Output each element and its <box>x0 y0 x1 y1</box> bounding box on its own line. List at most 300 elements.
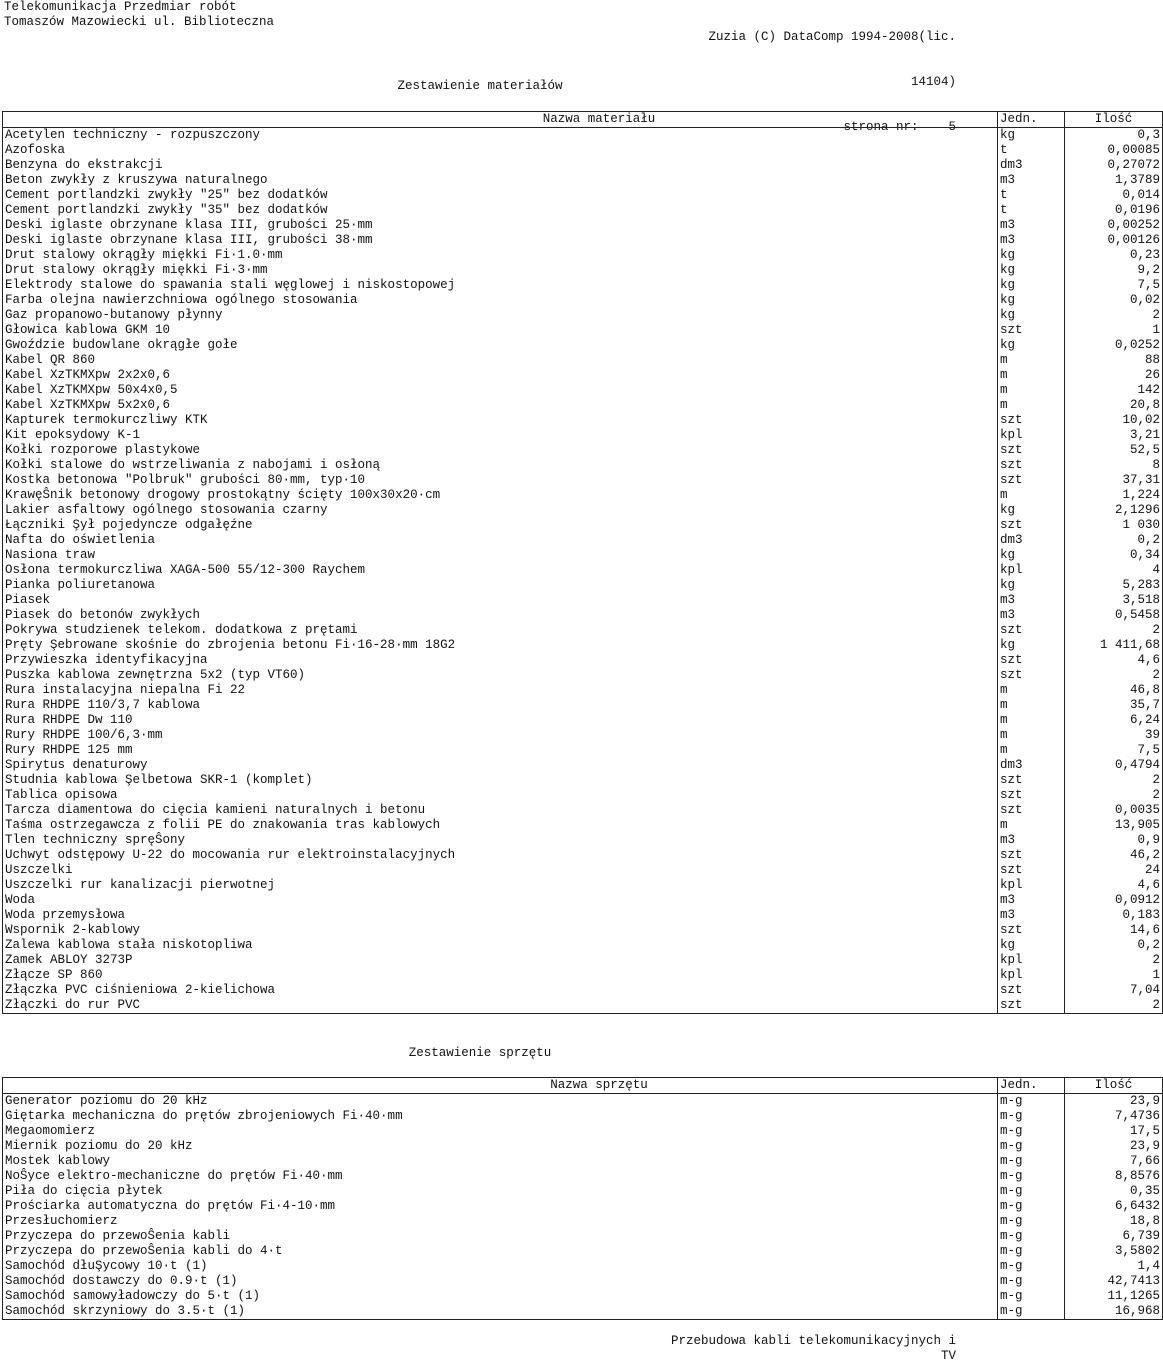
material-row <box>3 143 1163 158</box>
material-qty-cell: 3,21 <box>1065 428 1163 443</box>
material-unit-cell: kg <box>998 308 1065 323</box>
material-row <box>3 263 1163 278</box>
material-name-cell: Uchwyt odstępowy U-22 do mocowania rur elektroinstalacyjnych <box>5 848 456 862</box>
material-row <box>3 983 1163 998</box>
equipment-row <box>3 1229 1163 1244</box>
material-name-cell: Tarcza diamentowa do cięcia kamieni naturalnych i betonu <box>5 803 426 817</box>
material-row <box>3 713 1163 728</box>
material-name-cell: Kołki rozporowe plastykowe <box>5 443 201 457</box>
material-qty-cell: 13,905 <box>1065 818 1163 833</box>
material-unit-cell: m <box>998 368 1065 383</box>
material-unit-cell: m3 <box>998 218 1065 233</box>
equipment-title: Zestawienie sprzętu <box>408 1046 552 1060</box>
footer <box>671 1334 956 1364</box>
material-unit-cell: dm3 <box>998 158 1065 173</box>
material-name-cell: Deski iglaste obrzynane klasa III, grubości 38·mm <box>5 233 373 247</box>
material-qty-cell: 0,2 <box>1065 533 1163 548</box>
equipment-qty-cell: 23,9 <box>1065 1094 1163 1110</box>
material-name-cell: Rury RHDPE 125 mm <box>5 743 133 757</box>
material-row <box>3 293 1163 308</box>
equipment-unit-cell: m-g <box>998 1169 1065 1184</box>
equipment-name-cell: Piła do cięcia płytek <box>5 1184 163 1198</box>
material-qty-cell: 0,2 <box>1065 938 1163 953</box>
material-qty-cell: 142 <box>1065 383 1163 398</box>
material-unit-cell: kg <box>998 578 1065 593</box>
material-row <box>3 893 1163 908</box>
material-unit-cell: kpl <box>998 953 1065 968</box>
material-unit-cell: kg <box>998 278 1065 293</box>
material-qty-cell: 0,0196 <box>1065 203 1163 218</box>
material-row <box>3 743 1163 758</box>
material-row <box>3 728 1163 743</box>
material-qty-cell: 4,6 <box>1065 878 1163 893</box>
material-name-cell: Kapturek termokurczliwy KTK <box>5 413 208 427</box>
material-unit-cell: m <box>998 353 1065 368</box>
material-unit-cell: kg <box>998 338 1065 353</box>
material-row <box>3 653 1163 668</box>
equipment-qty-cell: 1,4 <box>1065 1259 1163 1274</box>
material-unit-cell: kpl <box>998 878 1065 893</box>
material-qty-cell: 1 <box>1065 968 1163 983</box>
material-qty-cell: 7,5 <box>1065 278 1163 293</box>
material-unit-cell: kpl <box>998 968 1065 983</box>
material-qty-cell: 46,2 <box>1065 848 1163 863</box>
material-unit-cell: t <box>998 203 1065 218</box>
material-name-cell: Złączki do rur PVC <box>5 998 141 1012</box>
material-name-cell: Nafta do oświetlenia <box>5 533 156 547</box>
material-unit-cell: t <box>998 188 1065 203</box>
material-qty-cell: 20,8 <box>1065 398 1163 413</box>
material-qty-cell: 2,1296 <box>1065 503 1163 518</box>
material-name-cell: Woda <box>5 893 36 907</box>
material-unit-cell: szt <box>998 458 1065 473</box>
material-name-cell: Kabel XzTKMXpw 2x2x0,6 <box>5 368 171 382</box>
material-name-cell: Rura RHDPE Dw 110 <box>5 713 133 727</box>
material-row <box>3 443 1163 458</box>
equipment-name-cell: Samochód skrzyniowy do 3.5·t (1) <box>5 1304 246 1318</box>
material-name-cell: Acetylen techniczny - rozpuszczony <box>5 128 261 142</box>
equipment-row <box>3 1139 1163 1154</box>
equipment-row <box>3 1184 1163 1199</box>
materials-col-name: Nazwa materiału <box>3 112 998 128</box>
material-qty-cell: 2 <box>1065 998 1163 1014</box>
material-name-cell: Drut stalowy okrągły miękki Fi·1.0·mm <box>5 248 283 262</box>
material-name-cell: Uszczelki <box>5 863 73 877</box>
equipment-row <box>3 1124 1163 1139</box>
materials-title: Zestawienie materiałów <box>397 79 563 93</box>
material-name-cell: Łączniki Şył pojedyncze odgałęźne <box>5 518 253 532</box>
material-row <box>3 953 1163 968</box>
header-software: Zuzia (C) DataComp 1994-2008(lic. <box>708 30 956 44</box>
material-row <box>3 923 1163 938</box>
material-name-cell: Przywieszka identyfikacyjna <box>5 653 208 667</box>
header-license: 14104) <box>910 75 956 89</box>
equipment-row <box>3 1214 1163 1229</box>
material-name-cell: Gwoździe budowlane okrągłe gołe <box>5 338 238 352</box>
material-row <box>3 488 1163 503</box>
footer-project-name: Przebudowa kabli telekomunikacyjnych i <box>670 1334 956 1348</box>
material-row <box>3 668 1163 683</box>
header-project-location: Tomaszów Mazowiecki ul. Biblioteczna <box>4 15 275 29</box>
material-qty-cell: 5,283 <box>1065 578 1163 593</box>
material-row <box>3 578 1163 593</box>
equipment-qty-cell: 42,7413 <box>1065 1274 1163 1289</box>
material-row <box>3 278 1163 293</box>
material-qty-cell: 0,02 <box>1065 293 1163 308</box>
material-qty-cell: 1,3789 <box>1065 173 1163 188</box>
material-unit-cell: m3 <box>998 173 1065 188</box>
material-unit-cell: kg <box>998 638 1065 653</box>
material-name-cell: Tablica opisowa <box>5 788 118 802</box>
material-name-cell: Wspornik 2-kablowy <box>5 923 141 937</box>
equipment-qty-cell: 16,968 <box>1065 1304 1163 1320</box>
material-name-cell: Woda przemysłowa <box>5 908 126 922</box>
materials-table <box>2 111 1163 1014</box>
equipment-row <box>3 1094 1163 1110</box>
material-name-cell: Cement portlandzki zwykły "25" bez dodatków <box>5 188 328 202</box>
material-qty-cell: 7,04 <box>1065 983 1163 998</box>
equipment-unit-cell: m-g <box>998 1094 1065 1110</box>
material-unit-cell: kg <box>998 548 1065 563</box>
material-qty-cell: 2 <box>1065 668 1163 683</box>
material-unit-cell: szt <box>998 473 1065 488</box>
equipment-name-cell: Mostek kablowy <box>5 1154 111 1168</box>
material-name-cell: Kabel XzTKMXpw 50x4x0,5 <box>5 383 178 397</box>
material-name-cell: Piasek do betonów zwykłych <box>5 608 201 622</box>
equipment-unit-cell: m-g <box>998 1154 1065 1169</box>
material-unit-cell: m <box>998 683 1065 698</box>
material-qty-cell: 2 <box>1065 953 1163 968</box>
material-row <box>3 683 1163 698</box>
material-name-cell: Kołki stalowe do wstrzeliwania z nabojami i osłoną <box>5 458 381 472</box>
material-qty-cell: 0,0252 <box>1065 338 1163 353</box>
material-row <box>3 533 1163 548</box>
equipment-name-cell: NoŜyce elektro-mechaniczne do prętów Fi·40·mm <box>5 1169 343 1183</box>
material-name-cell: Spirytus denaturowy <box>5 758 148 772</box>
equipment-header-row <box>3 1078 1163 1094</box>
equipment-unit-cell: m-g <box>998 1139 1065 1154</box>
material-row <box>3 698 1163 713</box>
material-name-cell: Kostka betonowa "Polbruk" grubości 80·mm, typ·10 <box>5 473 366 487</box>
material-unit-cell: kg <box>998 503 1065 518</box>
material-row <box>3 593 1163 608</box>
material-qty-cell: 88 <box>1065 353 1163 368</box>
material-row <box>3 608 1163 623</box>
material-qty-cell: 7,5 <box>1065 743 1163 758</box>
material-unit-cell: dm3 <box>998 758 1065 773</box>
material-row <box>3 908 1163 923</box>
material-row <box>3 353 1163 368</box>
material-row <box>3 848 1163 863</box>
material-qty-cell: 0,0035 <box>1065 803 1163 818</box>
material-row <box>3 548 1163 563</box>
material-row <box>3 503 1163 518</box>
material-unit-cell: m <box>998 743 1065 758</box>
equipment-name-cell: Miernik poziomu do 20 kHz <box>5 1139 193 1153</box>
material-unit-cell: szt <box>998 923 1065 938</box>
material-row <box>3 323 1163 338</box>
material-unit-cell: szt <box>998 413 1065 428</box>
equipment-row <box>3 1259 1163 1274</box>
material-row <box>3 413 1163 428</box>
material-unit-cell: m3 <box>998 233 1065 248</box>
material-unit-cell: szt <box>998 443 1065 458</box>
header-left <box>4 0 274 30</box>
material-qty-cell: 2 <box>1065 623 1163 638</box>
material-unit-cell: szt <box>998 623 1065 638</box>
material-unit-cell: m3 <box>998 833 1065 848</box>
equipment-unit-cell: m-g <box>998 1274 1065 1289</box>
material-name-cell: Rura instalacyjna niepalna Fi 22 <box>5 683 246 697</box>
material-row <box>3 518 1163 533</box>
equipment-name-cell: Prościarka automatyczna do prętów Fi·4-10·mm <box>5 1199 336 1213</box>
material-row <box>3 248 1163 263</box>
material-unit-cell: m <box>998 713 1065 728</box>
header-project-title: Telekomunikacja Przedmiar robót <box>4 0 237 14</box>
equipment-unit-cell: m-g <box>998 1199 1065 1214</box>
equipment-col-unit: Jedn. <box>998 1078 1065 1094</box>
material-name-cell: Drut stalowy okrągły miękki Fi·3·mm <box>5 263 268 277</box>
material-unit-cell: m3 <box>998 908 1065 923</box>
equipment-qty-cell: 7,66 <box>1065 1154 1163 1169</box>
material-unit-cell: kpl <box>998 563 1065 578</box>
material-qty-cell: 0,0912 <box>1065 893 1163 908</box>
material-name-cell: Pianka poliuretanowa <box>5 578 156 592</box>
material-qty-cell: 0,23 <box>1065 248 1163 263</box>
material-unit-cell: kg <box>998 293 1065 308</box>
material-name-cell: Zamek ABLOY 3273P <box>5 953 133 967</box>
equipment-unit-cell: m-g <box>998 1109 1065 1124</box>
material-unit-cell: szt <box>998 773 1065 788</box>
material-qty-cell: 24 <box>1065 863 1163 878</box>
material-qty-cell: 0,4794 <box>1065 758 1163 773</box>
material-row <box>3 173 1163 188</box>
material-row <box>3 428 1163 443</box>
material-name-cell: Elektrody stalowe do spawania stali węglowej i niskostopowej <box>5 278 456 292</box>
material-qty-cell: 35,7 <box>1065 698 1163 713</box>
material-unit-cell: dm3 <box>998 533 1065 548</box>
material-name-cell: Pręty Şebrowane skośnie do zbrojenia betonu Fi·16-28·mm 18G2 <box>5 638 456 652</box>
equipment-unit-cell: m-g <box>998 1289 1065 1304</box>
equipment-row <box>3 1154 1163 1169</box>
material-qty-cell: 14,6 <box>1065 923 1163 938</box>
material-unit-cell: m3 <box>998 608 1065 623</box>
material-qty-cell: 0,3 <box>1065 128 1163 144</box>
equipment-row <box>3 1109 1163 1124</box>
material-name-cell: Zalewa kablowa stała niskotopliwa <box>5 938 253 952</box>
material-name-cell: Kabel XzTKMXpw 5x2x0,6 <box>5 398 171 412</box>
material-qty-cell: 4,6 <box>1065 653 1163 668</box>
material-qty-cell: 1 <box>1065 323 1163 338</box>
material-qty-cell: 4 <box>1065 563 1163 578</box>
material-qty-cell: 2 <box>1065 773 1163 788</box>
equipment-row <box>3 1274 1163 1289</box>
material-unit-cell: szt <box>998 653 1065 668</box>
material-unit-cell: szt <box>998 788 1065 803</box>
material-row <box>3 818 1163 833</box>
material-name-cell: KrawęŜnik betonowy drogowy prostokątny ścięty 100x30x20·cm <box>5 488 441 502</box>
material-name-cell: Pokrywa studzienek telekom. dodatkowa z prętami <box>5 623 358 637</box>
material-row <box>3 203 1163 218</box>
material-qty-cell: 0,183 <box>1065 908 1163 923</box>
header-page-number: strona nr: 5 <box>843 120 956 134</box>
material-row <box>3 158 1163 173</box>
material-row <box>3 788 1163 803</box>
material-qty-cell: 2 <box>1065 788 1163 803</box>
material-name-cell: Beton zwykły z kruszywa naturalnego <box>5 173 268 187</box>
equipment-row <box>3 1169 1163 1184</box>
material-row <box>3 638 1163 653</box>
material-name-cell: Farba olejna nawierzchniowa ogólnego stosowania <box>5 293 358 307</box>
material-qty-cell: 2 <box>1065 308 1163 323</box>
equipment-name-cell: Megaomomierz <box>5 1124 96 1138</box>
material-row <box>3 458 1163 473</box>
material-name-cell: Azofoska <box>5 143 66 157</box>
material-row <box>3 968 1163 983</box>
material-qty-cell: 0,27072 <box>1065 158 1163 173</box>
material-unit-cell: szt <box>998 803 1065 818</box>
equipment-name-cell: Generator poziomu do 20 kHz <box>5 1094 208 1108</box>
material-qty-cell: 0,9 <box>1065 833 1163 848</box>
footer-project-name-cont: TV <box>940 1349 956 1363</box>
material-row <box>3 938 1163 953</box>
material-qty-cell: 3,518 <box>1065 593 1163 608</box>
material-row <box>3 308 1163 323</box>
material-unit-cell: szt <box>998 998 1065 1014</box>
material-name-cell: Kit epoksydowy K-1 <box>5 428 141 442</box>
equipment-name-cell: Przyczepa do przewoŜenia kabli do 4·t <box>5 1244 283 1258</box>
material-name-cell: Uszczelki rur kanalizacji pierwotnej <box>5 878 276 892</box>
equipment-name-cell: Giętarka mechaniczna do prętów zbrojeniowych Fi·40·mm <box>5 1109 403 1123</box>
material-unit-cell: m <box>998 398 1065 413</box>
equipment-row <box>3 1304 1163 1320</box>
material-qty-cell: 39 <box>1065 728 1163 743</box>
equipment-row <box>3 1199 1163 1214</box>
equipment-qty-cell: 18,8 <box>1065 1214 1163 1229</box>
equipment-unit-cell: m-g <box>998 1244 1065 1259</box>
material-unit-cell: m <box>998 383 1065 398</box>
material-qty-cell: 1 030 <box>1065 518 1163 533</box>
material-row <box>3 833 1163 848</box>
material-name-cell: Piasek <box>5 593 51 607</box>
equipment-qty-cell: 6,6432 <box>1065 1199 1163 1214</box>
materials-col-qty: Ilość <box>1065 112 1163 128</box>
material-name-cell: Cement portlandzki zwykły "35" bez dodatków <box>5 203 328 217</box>
material-unit-cell: szt <box>998 848 1065 863</box>
material-unit-cell: kg <box>998 263 1065 278</box>
material-unit-cell: m <box>998 818 1065 833</box>
equipment-row <box>3 1289 1163 1304</box>
material-name-cell: Złącze SP 860 <box>5 968 103 982</box>
material-row <box>3 878 1163 893</box>
material-qty-cell: 8 <box>1065 458 1163 473</box>
material-qty-cell: 1,224 <box>1065 488 1163 503</box>
equipment-name-cell: Przyczepa do przewoŜenia kabli <box>5 1229 231 1243</box>
material-qty-cell: 0,34 <box>1065 548 1163 563</box>
material-unit-cell: szt <box>998 518 1065 533</box>
material-unit-cell: m3 <box>998 593 1065 608</box>
equipment-qty-cell: 8,8576 <box>1065 1169 1163 1184</box>
equipment-unit-cell: m-g <box>998 1214 1065 1229</box>
equipment-qty-cell: 7,4736 <box>1065 1109 1163 1124</box>
material-row <box>3 758 1163 773</box>
material-qty-cell: 0,014 <box>1065 188 1163 203</box>
material-name-cell: Deski iglaste obrzynane klasa III, grubości 25·mm <box>5 218 373 232</box>
material-row <box>3 338 1163 353</box>
material-name-cell: Rury RHDPE 100/6,3·mm <box>5 728 163 742</box>
material-row <box>3 998 1163 1014</box>
material-qty-cell: 37,31 <box>1065 473 1163 488</box>
material-unit-cell: szt <box>998 323 1065 338</box>
material-name-cell: Kabel QR 860 <box>5 353 96 367</box>
equipment-name-cell: Samochód dłuŞycowy 10·t (1) <box>5 1259 208 1273</box>
material-name-cell: Lakier asfaltowy ogólnego stosowania czarny <box>5 503 328 517</box>
equipment-qty-cell: 17,5 <box>1065 1124 1163 1139</box>
material-unit-cell: kg <box>998 938 1065 953</box>
material-row <box>3 398 1163 413</box>
equipment-name-cell: Przesłuchomierz <box>5 1214 118 1228</box>
material-qty-cell: 46,8 <box>1065 683 1163 698</box>
material-name-cell: Gaz propanowo-butanowy płynny <box>5 308 223 322</box>
material-name-cell: Studnia kablowa Şelbetowa SKR-1 (komplet) <box>5 773 313 787</box>
material-row <box>3 368 1163 383</box>
equipment-qty-cell: 3,5802 <box>1065 1244 1163 1259</box>
material-row <box>3 128 1163 144</box>
material-name-cell: Nasiona traw <box>5 548 96 562</box>
material-name-cell: Taśma ostrzegawcza z folii PE do znakowania tras kablowych <box>5 818 441 832</box>
material-unit-cell: kpl <box>998 428 1065 443</box>
material-qty-cell: 0,00126 <box>1065 233 1163 248</box>
equipment-unit-cell: m-g <box>998 1124 1065 1139</box>
material-unit-cell: m <box>998 488 1065 503</box>
material-name-cell: Benzyna do ekstrakcji <box>5 158 163 172</box>
material-row <box>3 473 1163 488</box>
material-name-cell: Puszka kablowa zewnętrzna 5x2 (typ VT60) <box>5 668 306 682</box>
equipment-unit-cell: m-g <box>998 1259 1065 1274</box>
material-unit-cell: kg <box>998 128 1065 144</box>
material-unit-cell: m <box>998 698 1065 713</box>
material-qty-cell: 9,2 <box>1065 263 1163 278</box>
material-unit-cell: m <box>998 728 1065 743</box>
material-row <box>3 563 1163 578</box>
material-row <box>3 803 1163 818</box>
equipment-col-name: Nazwa sprzętu <box>3 1078 998 1094</box>
material-qty-cell: 52,5 <box>1065 443 1163 458</box>
material-row <box>3 218 1163 233</box>
equipment-body <box>3 1094 1163 1320</box>
material-qty-cell: 1 411,68 <box>1065 638 1163 653</box>
material-unit-cell: szt <box>998 863 1065 878</box>
material-name-cell: Osłona termokurczliwa XAGA-500 55/12-300 Raychem <box>5 563 366 577</box>
equipment-table <box>2 1077 1163 1320</box>
equipment-row <box>3 1244 1163 1259</box>
equipment-qty-cell: 23,9 <box>1065 1139 1163 1154</box>
equipment-qty-cell: 6,739 <box>1065 1229 1163 1244</box>
material-qty-cell: 0,5458 <box>1065 608 1163 623</box>
material-unit-cell: szt <box>998 983 1065 998</box>
material-qty-cell: 0,00252 <box>1065 218 1163 233</box>
material-qty-cell: 10,02 <box>1065 413 1163 428</box>
material-qty-cell: 6,24 <box>1065 713 1163 728</box>
equipment-qty-cell: 11,1265 <box>1065 1289 1163 1304</box>
material-name-cell: Rura RHDPE 110/3,7 kablowa <box>5 698 201 712</box>
equipment-name-cell: Samochód dostawczy do 0.9·t (1) <box>5 1274 238 1288</box>
materials-body <box>3 128 1163 1014</box>
material-qty-cell: 0,00085 <box>1065 143 1163 158</box>
equipment-qty-cell: 0,35 <box>1065 1184 1163 1199</box>
material-row <box>3 233 1163 248</box>
material-row <box>3 383 1163 398</box>
